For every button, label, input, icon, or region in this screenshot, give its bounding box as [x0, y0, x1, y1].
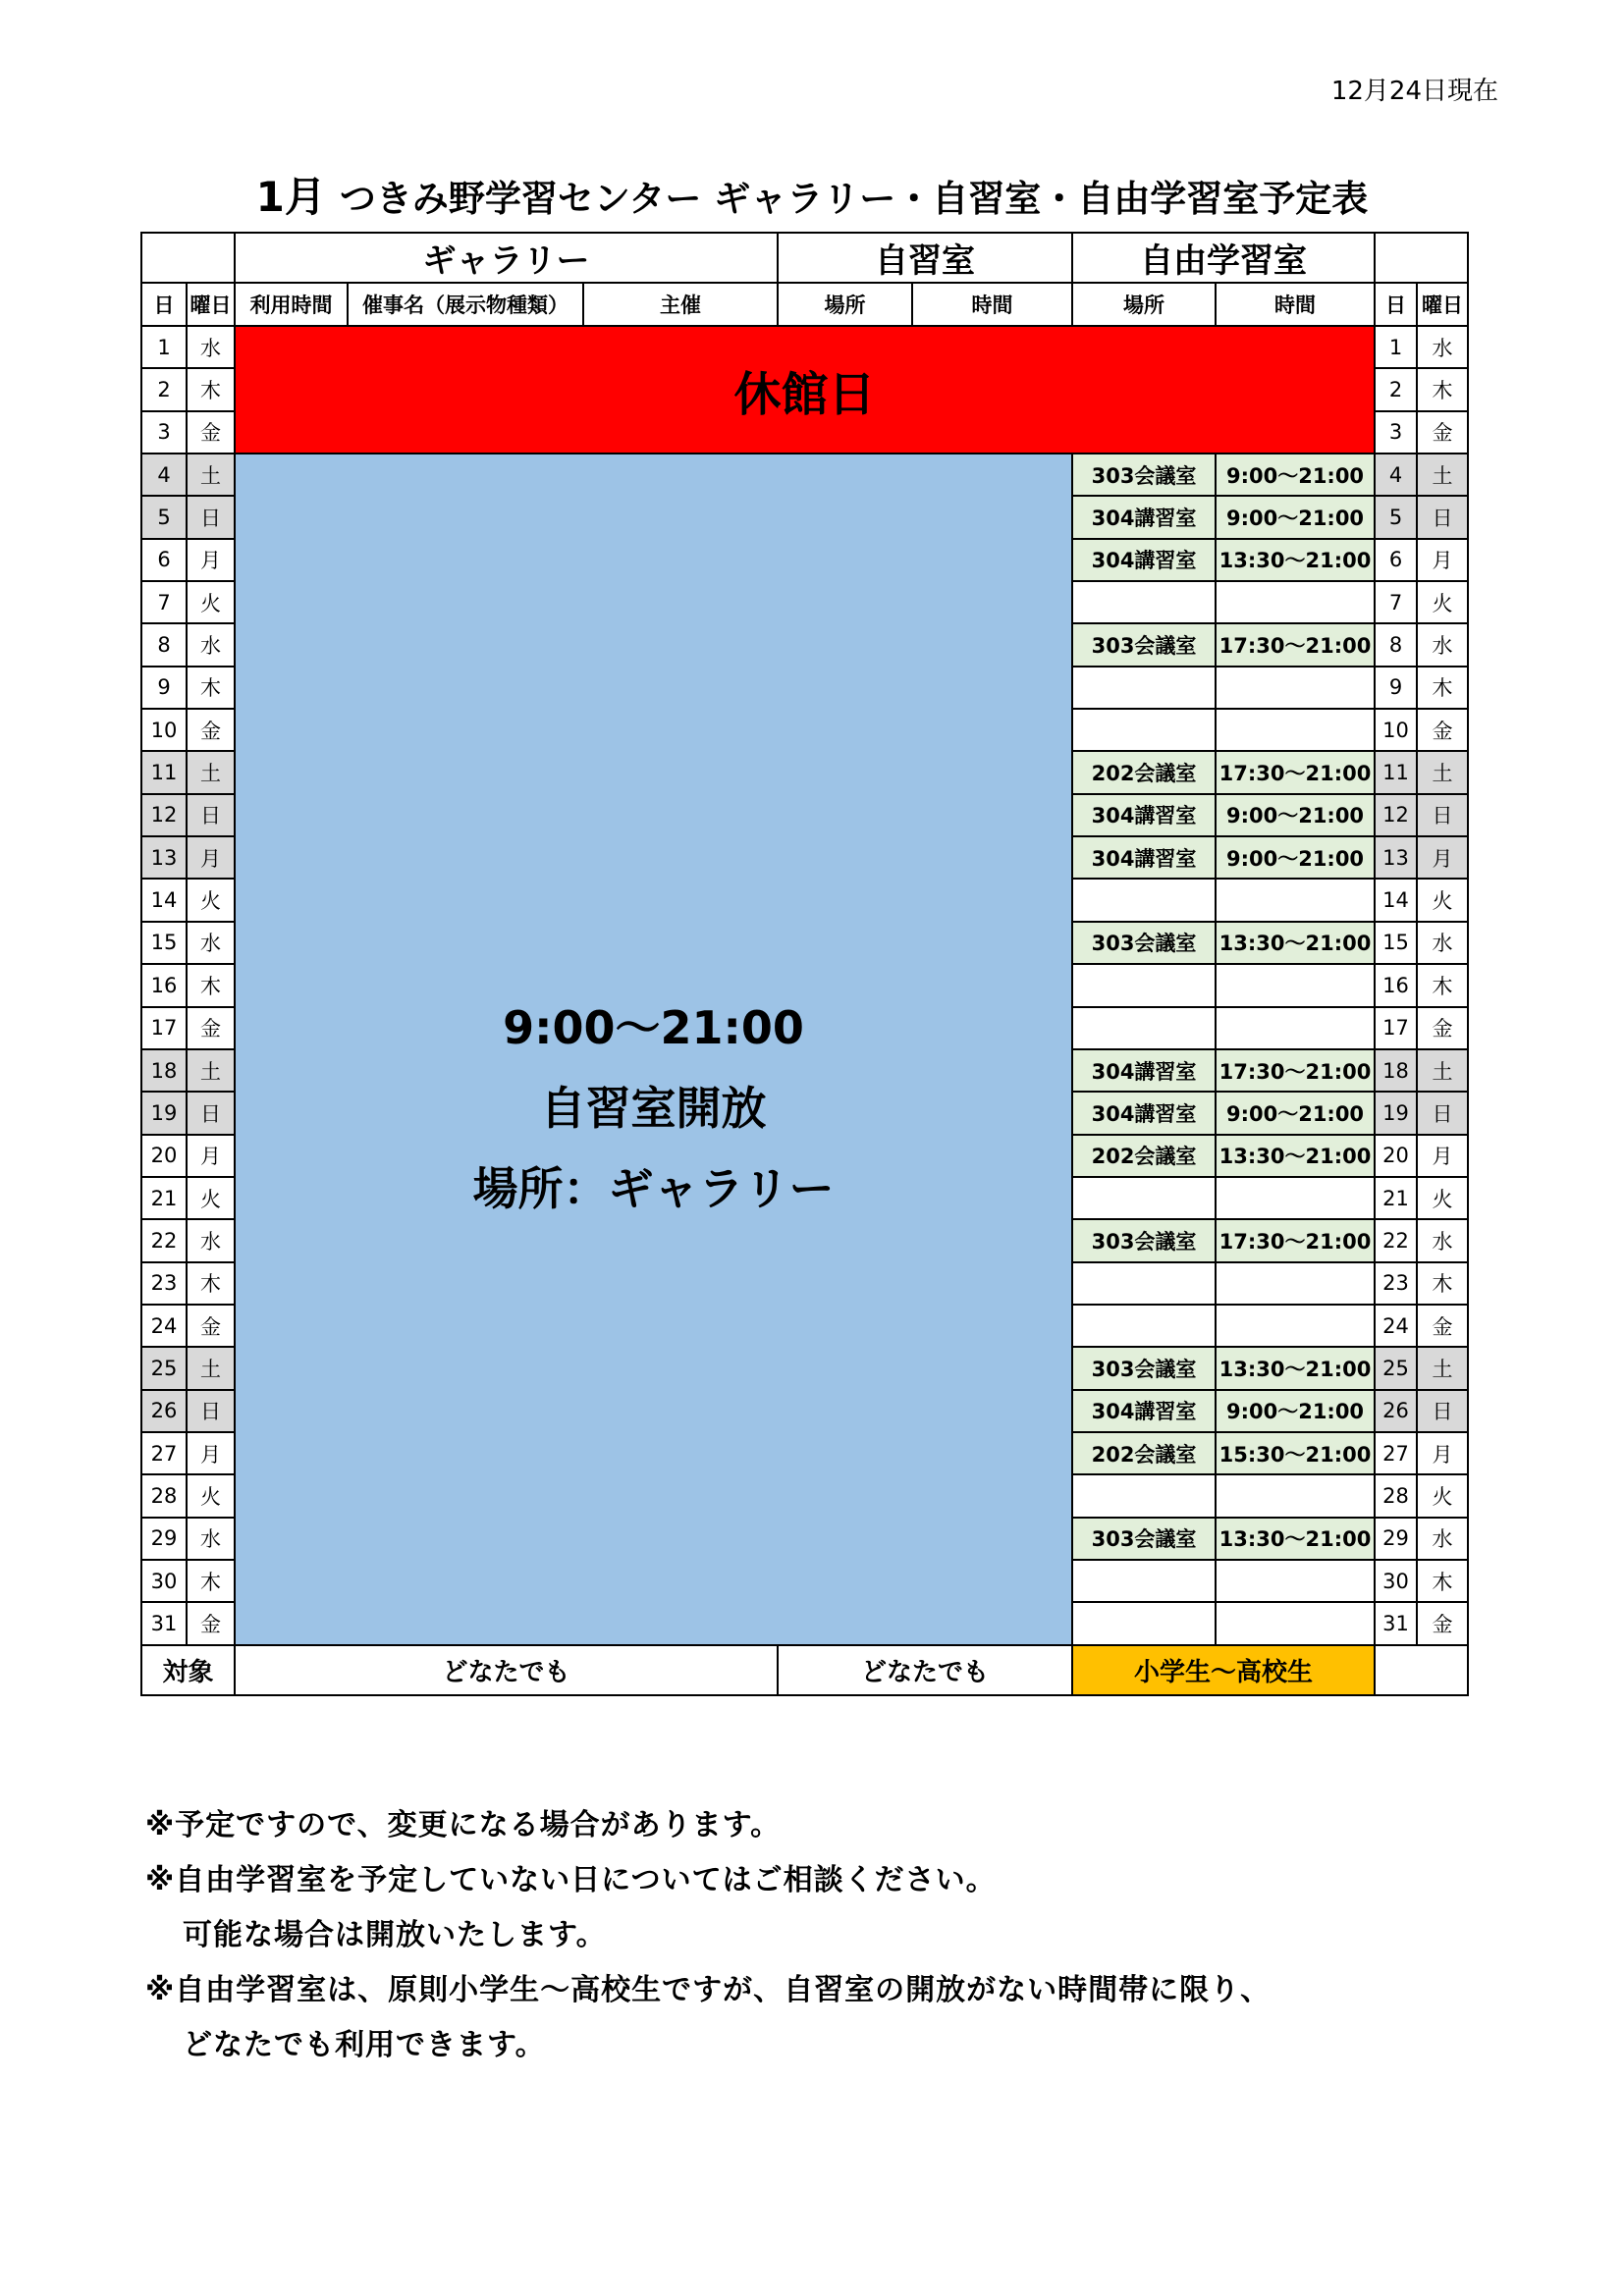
day-cell-right: 17 — [1375, 1007, 1417, 1049]
free-room-place — [1072, 581, 1216, 623]
day-cell: 30 — [141, 1560, 187, 1602]
free-room-place — [1072, 1177, 1216, 1219]
day-cell-right: 19 — [1375, 1092, 1417, 1134]
weekday-cell-right: 水 — [1417, 1219, 1468, 1261]
weekday-cell-right: 水 — [1417, 623, 1468, 666]
note-line: ※自由学習室を予定していない日についてはご相談ください。 — [145, 1863, 997, 1897]
day-cell: 29 — [141, 1518, 187, 1560]
day-cell-right: 14 — [1375, 879, 1417, 921]
free-room-time: 9:00～21:00 — [1216, 836, 1375, 879]
free-room-place — [1072, 1474, 1216, 1517]
weekday-cell-right: 日 — [1417, 794, 1468, 836]
day-cell: 23 — [141, 1262, 187, 1305]
weekday-cell: 日 — [187, 496, 235, 538]
weekday-cell: 月 — [187, 1432, 235, 1474]
day-cell-right: 6 — [1375, 539, 1417, 581]
free-room-place — [1072, 964, 1216, 1006]
day-cell-right: 11 — [1375, 751, 1417, 793]
free-room-time — [1216, 1305, 1375, 1347]
free-room-place — [1072, 667, 1216, 709]
header-free-room: 自由学習室 — [1072, 233, 1375, 283]
footer-gallery-target: どなたでも — [235, 1645, 778, 1695]
weekday-cell: 金 — [187, 1007, 235, 1049]
free-room-time — [1216, 1007, 1375, 1049]
closed-day-block: 休館日 — [235, 326, 1375, 454]
weekday-cell: 水 — [187, 623, 235, 666]
header-day: 日 — [141, 283, 187, 326]
header-day-right: 日 — [1375, 283, 1417, 326]
header-row-2 — [141, 283, 1468, 326]
day-cell: 19 — [141, 1092, 187, 1134]
free-room-time — [1216, 1560, 1375, 1602]
schedule-table — [140, 232, 1469, 1696]
weekday-cell: 月 — [187, 836, 235, 879]
footer-study-target: どなたでも — [778, 1645, 1072, 1695]
day-cell-right: 4 — [1375, 454, 1417, 496]
weekday-cell: 日 — [187, 794, 235, 836]
weekday-cell-right: 火 — [1417, 1474, 1468, 1517]
day-cell-right: 8 — [1375, 623, 1417, 666]
weekday-cell: 金 — [187, 1602, 235, 1644]
free-room-place: 304講習室 — [1072, 496, 1216, 538]
weekday-cell-right: 金 — [1417, 1007, 1468, 1049]
free-room-time: 9:00～21:00 — [1216, 1390, 1375, 1432]
day-cell: 22 — [141, 1219, 187, 1261]
day-cell-right: 28 — [1375, 1474, 1417, 1517]
weekday-cell-right: 日 — [1417, 496, 1468, 538]
day-cell: 3 — [141, 411, 187, 454]
free-room-time — [1216, 1602, 1375, 1644]
free-room-place — [1072, 709, 1216, 751]
free-room-time: 17:30～21:00 — [1216, 751, 1375, 793]
day-cell: 16 — [141, 964, 187, 1006]
free-room-time: 17:30～21:00 — [1216, 1049, 1375, 1092]
weekday-cell-right: 木 — [1417, 368, 1468, 410]
open-block-text — [236, 870, 1071, 1229]
free-room-time — [1216, 1177, 1375, 1219]
free-room-time — [1216, 581, 1375, 623]
day-cell: 1 — [141, 326, 187, 368]
free-room-time — [1216, 709, 1375, 751]
weekday-cell-right: 水 — [1417, 1518, 1468, 1560]
table-row — [141, 326, 1468, 368]
weekday-cell-right: 月 — [1417, 1135, 1468, 1177]
title-text: つきみ野学習センター ギャラリー・自習室・自由学習室予定表 — [339, 178, 1369, 220]
free-room-time: 17:30～21:00 — [1216, 1219, 1375, 1261]
weekday-cell: 木 — [187, 1560, 235, 1602]
header-free-place: 場所 — [1072, 283, 1216, 326]
page-title — [0, 165, 1624, 224]
weekday-cell-right: 木 — [1417, 964, 1468, 1006]
header-weekday-right: 曜日 — [1417, 283, 1468, 326]
day-cell: 4 — [141, 454, 187, 496]
header-row-1 — [141, 233, 1468, 283]
weekday-cell-right: 土 — [1417, 1347, 1468, 1389]
note-line: ※予定ですので、変更になる場合があります。 — [145, 1808, 782, 1842]
day-cell-right: 25 — [1375, 1347, 1417, 1389]
day-cell: 28 — [141, 1474, 187, 1517]
header-use-time: 利用時間 — [235, 283, 348, 326]
weekday-cell: 土 — [187, 751, 235, 793]
weekday-cell: 火 — [187, 879, 235, 921]
weekday-cell-right: 木 — [1417, 667, 1468, 709]
day-cell-right: 29 — [1375, 1518, 1417, 1560]
header-blank-right — [1375, 233, 1468, 283]
weekday-cell: 月 — [187, 1135, 235, 1177]
day-cell-right: 16 — [1375, 964, 1417, 1006]
free-room-time: 15:30～21:00 — [1216, 1432, 1375, 1474]
weekday-cell-right: 水 — [1417, 326, 1468, 368]
day-cell: 13 — [141, 836, 187, 879]
day-cell-right: 5 — [1375, 496, 1417, 538]
weekday-cell: 水 — [187, 922, 235, 964]
weekday-cell-right: 金 — [1417, 1602, 1468, 1644]
weekday-cell: 木 — [187, 1262, 235, 1305]
as-of-date: 12月24日現在 — [1330, 77, 1498, 106]
day-cell-right: 13 — [1375, 836, 1417, 879]
header-gallery: ギャラリー — [235, 233, 778, 283]
weekday-cell: 木 — [187, 368, 235, 410]
day-cell: 18 — [141, 1049, 187, 1092]
day-cell-right: 15 — [1375, 922, 1417, 964]
free-room-place: 303会議室 — [1072, 454, 1216, 496]
free-room-time: 9:00～21:00 — [1216, 454, 1375, 496]
free-room-place: 202会議室 — [1072, 751, 1216, 793]
free-room-place: 304講習室 — [1072, 1092, 1216, 1134]
day-cell-right: 30 — [1375, 1560, 1417, 1602]
day-cell-right: 10 — [1375, 709, 1417, 751]
weekday-cell-right: 火 — [1417, 879, 1468, 921]
header-event-name: 催事名（展示物種類） — [348, 283, 583, 326]
free-room-place: 303会議室 — [1072, 1518, 1216, 1560]
study-open-block — [235, 454, 1072, 1645]
header-free-time: 時間 — [1216, 283, 1375, 326]
note-line: ※自由学習室は、原則小学生～高校生ですが、自習室の開放がない時間帯に限り、 — [145, 1973, 1272, 2007]
free-room-place: 304講習室 — [1072, 1390, 1216, 1432]
free-room-time: 13:30～21:00 — [1216, 1135, 1375, 1177]
day-cell: 31 — [141, 1602, 187, 1644]
free-room-time: 9:00～21:00 — [1216, 794, 1375, 836]
day-cell: 11 — [141, 751, 187, 793]
free-room-place: 303会議室 — [1072, 623, 1216, 666]
header-blank-left — [141, 233, 235, 283]
free-room-time: 13:30～21:00 — [1216, 922, 1375, 964]
weekday-cell-right: 金 — [1417, 709, 1468, 751]
day-cell: 7 — [141, 581, 187, 623]
footer-label: 対象 — [141, 1645, 235, 1695]
free-room-place: 304講習室 — [1072, 794, 1216, 836]
day-cell: 17 — [141, 1007, 187, 1049]
free-room-time: 13:30～21:00 — [1216, 1347, 1375, 1389]
day-cell: 5 — [141, 496, 187, 538]
day-cell: 9 — [141, 667, 187, 709]
day-cell-right: 23 — [1375, 1262, 1417, 1305]
day-cell-right: 21 — [1375, 1177, 1417, 1219]
weekday-cell-right: 月 — [1417, 539, 1468, 581]
weekday-cell: 日 — [187, 1390, 235, 1432]
free-room-place: 304講習室 — [1072, 836, 1216, 879]
free-room-place — [1072, 1262, 1216, 1305]
free-room-time: 13:30～21:00 — [1216, 539, 1375, 581]
day-cell-right: 1 — [1375, 326, 1417, 368]
day-cell: 12 — [141, 794, 187, 836]
weekday-cell: 水 — [187, 1219, 235, 1261]
day-cell: 6 — [141, 539, 187, 581]
day-cell-right: 9 — [1375, 667, 1417, 709]
table-row — [141, 454, 1468, 496]
weekday-cell-right: 木 — [1417, 1262, 1468, 1305]
open-block-time: 9:00～21:00 — [503, 1000, 804, 1054]
note-line: どなたでも利用できます。 — [183, 2028, 546, 2062]
free-room-place — [1072, 1305, 1216, 1347]
weekday-cell-right: 火 — [1417, 581, 1468, 623]
footer-free-target: 小学生～高校生 — [1072, 1645, 1375, 1695]
title-month: 1月 — [255, 173, 326, 221]
free-room-time: 17:30～21:00 — [1216, 623, 1375, 666]
day-cell: 21 — [141, 1177, 187, 1219]
weekday-cell-right: 月 — [1417, 836, 1468, 879]
day-cell: 2 — [141, 368, 187, 410]
day-cell-right: 26 — [1375, 1390, 1417, 1432]
weekday-cell: 水 — [187, 326, 235, 368]
weekday-cell: 金 — [187, 709, 235, 751]
weekday-cell-right: 日 — [1417, 1390, 1468, 1432]
weekday-cell: 土 — [187, 1049, 235, 1092]
free-room-time — [1216, 1262, 1375, 1305]
weekday-cell-right: 水 — [1417, 922, 1468, 964]
header-study-time: 時間 — [912, 283, 1072, 326]
free-room-time — [1216, 879, 1375, 921]
day-cell-right: 2 — [1375, 368, 1417, 410]
weekday-cell: 土 — [187, 1347, 235, 1389]
weekday-cell: 月 — [187, 539, 235, 581]
day-cell-right: 18 — [1375, 1049, 1417, 1092]
free-room-place: 202会議室 — [1072, 1432, 1216, 1474]
day-cell: 14 — [141, 879, 187, 921]
day-cell: 20 — [141, 1135, 187, 1177]
free-room-place: 304講習室 — [1072, 539, 1216, 581]
weekday-cell: 金 — [187, 411, 235, 454]
free-room-place — [1072, 1560, 1216, 1602]
header-study-place: 場所 — [778, 283, 912, 326]
weekday-cell-right: 金 — [1417, 1305, 1468, 1347]
weekday-cell-right: 土 — [1417, 1049, 1468, 1092]
day-cell: 10 — [141, 709, 187, 751]
weekday-cell-right: 土 — [1417, 751, 1468, 793]
day-cell: 26 — [141, 1390, 187, 1432]
free-room-place: 303会議室 — [1072, 1347, 1216, 1389]
free-room-time — [1216, 1474, 1375, 1517]
day-cell-right: 7 — [1375, 581, 1417, 623]
free-room-place — [1072, 1602, 1216, 1644]
weekday-cell: 火 — [187, 1474, 235, 1517]
free-room-place — [1072, 879, 1216, 921]
free-room-place: 303会議室 — [1072, 922, 1216, 964]
day-cell-right: 24 — [1375, 1305, 1417, 1347]
free-room-place — [1072, 1007, 1216, 1049]
day-cell: 15 — [141, 922, 187, 964]
day-cell-right: 27 — [1375, 1432, 1417, 1474]
weekday-cell: 土 — [187, 454, 235, 496]
weekday-cell-right: 金 — [1417, 411, 1468, 454]
weekday-cell: 水 — [187, 1518, 235, 1560]
free-room-place: 304講習室 — [1072, 1049, 1216, 1092]
day-cell: 27 — [141, 1432, 187, 1474]
weekday-cell: 木 — [187, 964, 235, 1006]
day-cell: 25 — [141, 1347, 187, 1389]
weekday-cell: 木 — [187, 667, 235, 709]
day-cell: 24 — [141, 1305, 187, 1347]
note-line: 可能な場合は開放いたします。 — [183, 1918, 607, 1952]
weekday-cell: 火 — [187, 1177, 235, 1219]
weekday-cell-right: 木 — [1417, 1560, 1468, 1602]
header-weekday: 曜日 — [187, 283, 235, 326]
day-cell-right: 22 — [1375, 1219, 1417, 1261]
footer-row — [141, 1645, 1468, 1695]
weekday-cell-right: 火 — [1417, 1177, 1468, 1219]
free-room-time: 13:30～21:00 — [1216, 1518, 1375, 1560]
open-block-label: 自習室開放 — [540, 1081, 767, 1135]
free-room-place: 202会議室 — [1072, 1135, 1216, 1177]
weekday-cell-right: 月 — [1417, 1432, 1468, 1474]
footer-blank — [1375, 1645, 1468, 1695]
day-cell-right: 31 — [1375, 1602, 1417, 1644]
free-room-time — [1216, 964, 1375, 1006]
weekday-cell-right: 日 — [1417, 1092, 1468, 1134]
weekday-cell-right: 土 — [1417, 454, 1468, 496]
day-cell: 8 — [141, 623, 187, 666]
notes — [145, 1798, 1271, 2073]
weekday-cell: 日 — [187, 1092, 235, 1134]
day-cell-right: 12 — [1375, 794, 1417, 836]
weekday-cell: 火 — [187, 581, 235, 623]
day-cell-right: 3 — [1375, 411, 1417, 454]
day-cell-right: 20 — [1375, 1135, 1417, 1177]
free-room-time — [1216, 667, 1375, 709]
free-room-place: 303会議室 — [1072, 1219, 1216, 1261]
header-study-room: 自習室 — [778, 233, 1072, 283]
free-room-time: 9:00～21:00 — [1216, 1092, 1375, 1134]
weekday-cell: 金 — [187, 1305, 235, 1347]
free-room-time: 9:00～21:00 — [1216, 496, 1375, 538]
open-block-place: 場所：ギャラリー — [472, 1161, 835, 1215]
header-organizer: 主催 — [583, 283, 778, 326]
